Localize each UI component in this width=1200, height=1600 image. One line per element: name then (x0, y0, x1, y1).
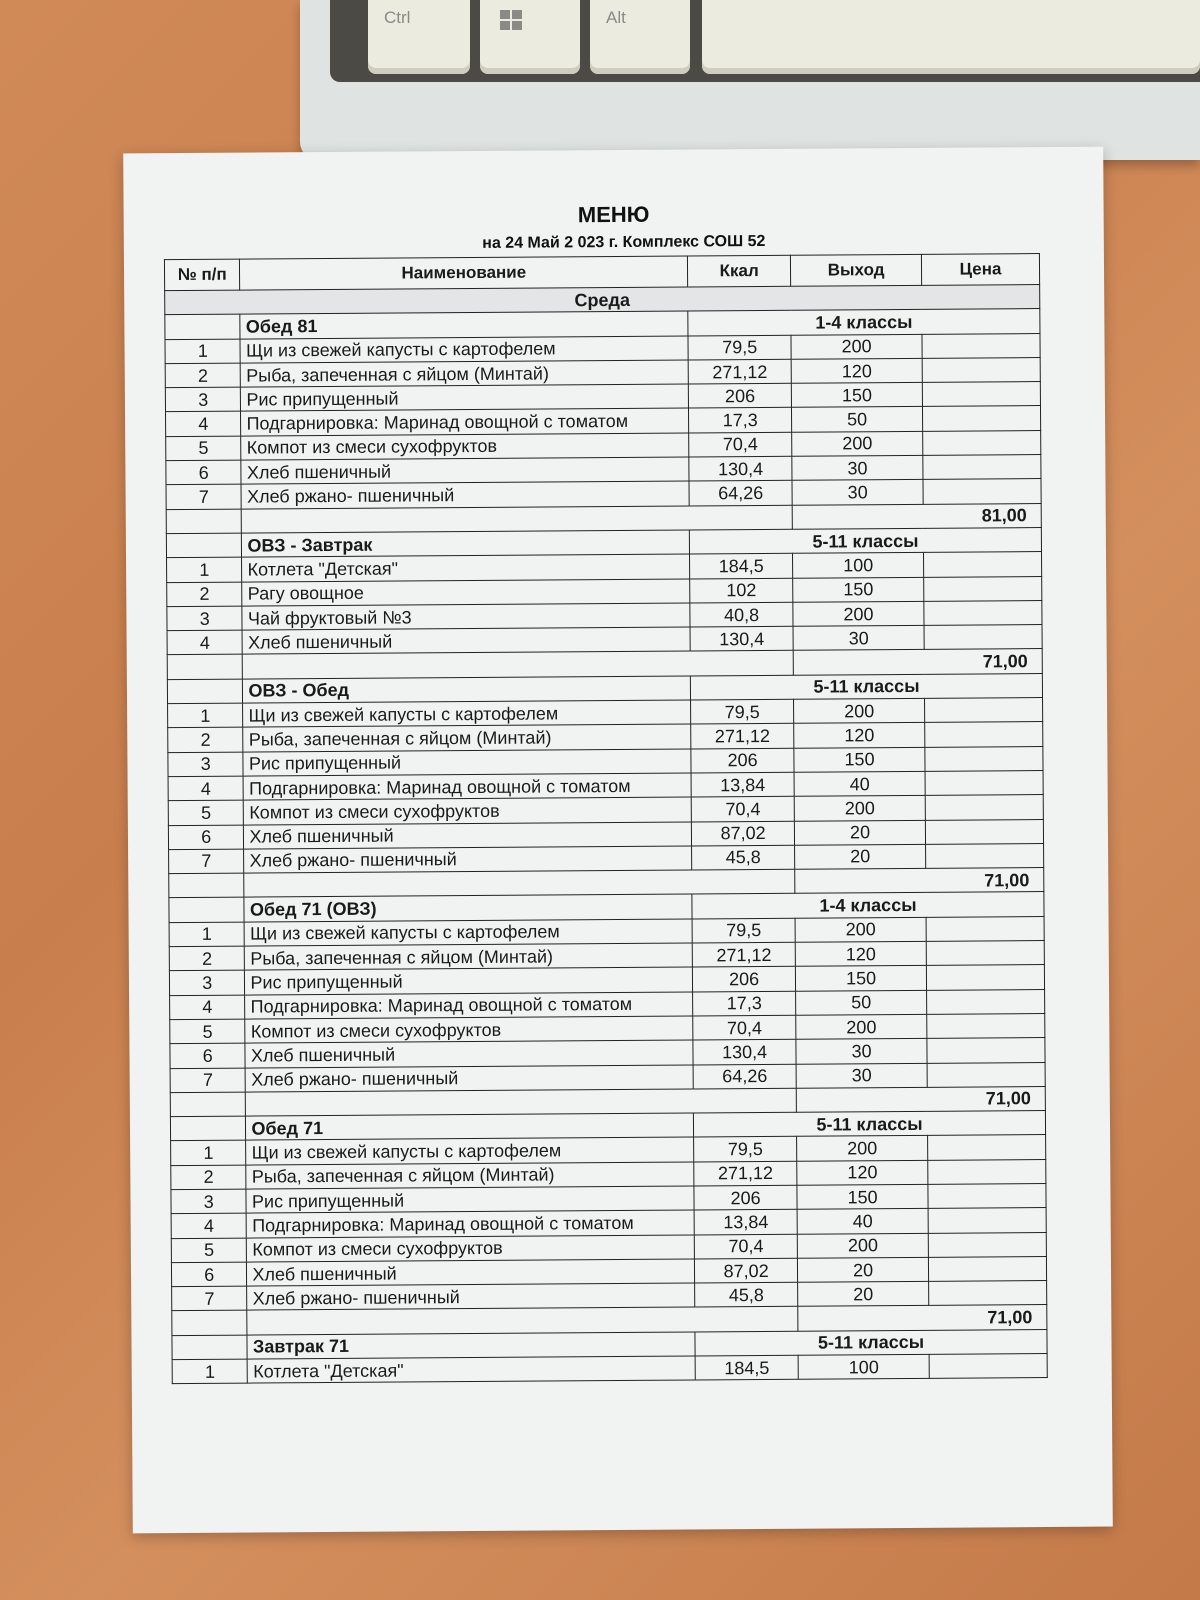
item-price (923, 455, 1041, 480)
item-kcal: 130,4 (693, 1039, 796, 1064)
item-no: 6 (170, 1043, 246, 1068)
item-no: 2 (171, 1165, 247, 1190)
item-no: 4 (171, 1213, 247, 1238)
item-no: 1 (169, 922, 245, 947)
header-no: № п/п (164, 259, 240, 291)
item-price (928, 1208, 1046, 1233)
item-kcal: 184,5 (695, 1355, 798, 1380)
item-name: Подгарнировка: Маринад овощной с томатом (241, 408, 689, 435)
item-price (928, 1135, 1046, 1160)
item-kcal: 13,84 (694, 1210, 797, 1235)
item-output: 150 (797, 1184, 928, 1209)
menu-title: МЕНЮ (577, 201, 650, 228)
item-name: Хлеб пшеничный (247, 1259, 695, 1286)
item-price (928, 1232, 1046, 1257)
item-kcal: 130,4 (689, 456, 792, 481)
item-name: Хлеб пшеничный (243, 627, 691, 654)
item-kcal: 206 (691, 748, 794, 773)
item-no: 7 (170, 1068, 246, 1093)
item-no: 6 (171, 1262, 247, 1287)
item-price (927, 1013, 1045, 1038)
item-name: Щи из свежей капусты с картофелем (240, 336, 688, 363)
item-no: 7 (169, 849, 245, 874)
item-no: 4 (166, 412, 242, 437)
item-name: Хлеб пшеничный (241, 457, 689, 484)
section-title: Обед 81 (240, 311, 688, 338)
header-name: Наименование (240, 256, 688, 290)
item-output: 120 (797, 1160, 928, 1185)
header-output: Выход (791, 254, 922, 286)
item-no: 2 (167, 582, 243, 607)
item-kcal: 87,02 (691, 821, 794, 846)
item-price (926, 941, 1044, 966)
section-title: ОВЗ - Обед (243, 676, 691, 703)
item-kcal: 130,4 (690, 626, 793, 651)
item-name: Котлета "Детская" (248, 1356, 696, 1383)
ctrl-key (368, 0, 470, 74)
keyboard-frame (330, 0, 1200, 82)
item-name: Рыба, запеченная с яйцом (Минтай) (243, 724, 691, 751)
item-name: Щи из свежей капусты с картофелем (246, 1137, 694, 1164)
item-no: 5 (166, 436, 242, 461)
keyboard (300, 0, 1200, 160)
item-output: 200 (796, 1014, 927, 1039)
item-output: 40 (794, 771, 925, 796)
table-row (172, 1354, 1047, 1384)
item-name: Хлеб пшеничный (245, 1040, 693, 1067)
item-output: 20 (795, 844, 926, 869)
total-empty-cell (172, 1311, 248, 1336)
section-no-cell (165, 314, 241, 339)
item-output: 200 (794, 698, 925, 723)
item-output: 20 (798, 1282, 929, 1307)
item-output: 30 (796, 1039, 927, 1064)
section-total: 71,00 (793, 649, 1042, 675)
item-output: 30 (793, 626, 924, 651)
section-total: 71,00 (795, 868, 1044, 894)
section-grade: 5-11 классы (693, 1111, 1045, 1138)
item-kcal: 45,8 (692, 845, 795, 870)
item-kcal: 184,5 (690, 554, 793, 579)
day-label: Среда (165, 285, 1040, 315)
total-empty-cell (170, 1092, 246, 1117)
item-name: Рагу овощное (242, 579, 690, 606)
item-output: 200 (795, 917, 926, 942)
item-price (925, 819, 1043, 844)
ctrl-key-label: Ctrl (384, 8, 411, 27)
menu-sheet (123, 147, 1113, 1534)
item-output: 200 (797, 1136, 928, 1161)
item-price (922, 406, 1040, 431)
item-output: 100 (798, 1354, 929, 1379)
item-output: 200 (797, 1233, 928, 1258)
menu-subtitle: на 24 Май 2 023 г. Комплекс СОШ 52 (482, 232, 766, 252)
item-no: 3 (165, 387, 241, 412)
item-kcal: 87,02 (695, 1258, 798, 1283)
item-name: Чай фруктовый №3 (242, 603, 690, 630)
item-kcal: 102 (690, 578, 793, 603)
item-kcal: 17,3 (693, 991, 796, 1016)
item-no: 2 (168, 727, 244, 752)
item-kcal: 64,26 (693, 1064, 796, 1089)
item-price (923, 430, 1041, 455)
item-price (924, 576, 1042, 601)
item-price (924, 698, 1042, 723)
item-price (925, 770, 1043, 795)
item-price (925, 746, 1043, 771)
item-output: 150 (794, 747, 925, 772)
menu-table (164, 253, 1048, 1384)
section-no-cell (172, 1335, 248, 1360)
section-no-cell (169, 898, 245, 923)
item-output: 30 (792, 455, 923, 480)
item-output: 120 (795, 941, 926, 966)
item-price (926, 916, 1044, 941)
item-output: 150 (796, 966, 927, 991)
section-grade: 5-11 классы (695, 1329, 1047, 1356)
item-name: Хлеб пшеничный (244, 822, 692, 849)
item-output: 50 (792, 407, 923, 432)
section-grade: 5-11 классы (690, 673, 1042, 700)
item-price (929, 1281, 1047, 1306)
section-title: Обед 71 (ОВЗ) (244, 894, 692, 921)
item-price (925, 795, 1043, 820)
item-price (927, 989, 1045, 1014)
alt-key-label: Alt (606, 8, 626, 27)
item-no: 4 (167, 630, 243, 655)
item-name: Котлета "Детская" (242, 554, 690, 581)
header-price: Цена (921, 254, 1039, 286)
item-name: Хлеб ржано- пшеничный (246, 1064, 694, 1091)
item-name: Рыба, запеченная с яйцом (Минтай) (246, 1162, 694, 1189)
item-name: Хлеб ржано- пшеничный (247, 1283, 695, 1310)
item-kcal: 206 (688, 383, 791, 408)
section-total: 71,00 (798, 1305, 1047, 1331)
item-no: 1 (167, 557, 243, 582)
item-kcal: 206 (692, 967, 795, 992)
item-name: Рыба, запеченная с яйцом (Минтай) (245, 943, 693, 970)
space-key (702, 0, 1200, 74)
item-no: 3 (168, 752, 244, 777)
item-no: 1 (168, 703, 244, 728)
item-price (924, 625, 1042, 650)
item-output: 100 (793, 553, 924, 578)
item-output: 200 (792, 431, 923, 456)
item-price (923, 552, 1041, 577)
item-name: Рис припущенный (245, 967, 693, 994)
item-kcal: 70,4 (694, 1234, 797, 1259)
item-price (927, 1038, 1045, 1063)
item-name: Рис припущенный (241, 384, 689, 411)
item-name: Щи из свежей капусты с картофелем (243, 700, 691, 727)
item-no: 5 (168, 800, 244, 825)
item-kcal: 70,4 (691, 797, 794, 822)
item-no: 4 (168, 776, 244, 801)
item-kcal: 271,12 (694, 1161, 797, 1186)
item-output: 50 (796, 990, 927, 1015)
item-kcal: 13,84 (691, 772, 794, 797)
item-name: Хлеб ржано- пшеничный (241, 481, 689, 508)
alt-key (590, 0, 690, 74)
item-kcal: 79,5 (691, 699, 794, 724)
item-kcal: 45,8 (695, 1282, 798, 1307)
item-price (926, 843, 1044, 868)
section-title: Завтрак 71 (247, 1332, 695, 1359)
item-kcal: 79,5 (688, 335, 791, 360)
windows-key (480, 0, 580, 74)
item-price (924, 600, 1042, 625)
item-name: Компот из смеси сухофруктов (245, 1016, 693, 1043)
item-price (922, 382, 1040, 407)
item-output: 20 (798, 1257, 929, 1282)
item-price (929, 1354, 1047, 1379)
item-output: 150 (793, 577, 924, 602)
item-no: 7 (172, 1286, 248, 1311)
item-price (928, 1159, 1046, 1184)
item-name: Компот из смеси сухофруктов (244, 797, 692, 824)
item-name: Подгарнировка: Маринад овощной с томатом (245, 992, 693, 1019)
item-price (928, 1184, 1046, 1209)
item-no: 2 (169, 946, 245, 971)
section-total: 81,00 (792, 503, 1041, 529)
section-total: 71,00 (796, 1086, 1045, 1112)
item-kcal: 70,4 (693, 1015, 796, 1040)
total-empty-cell (166, 509, 242, 534)
item-name: Щи из свежей капусты с картофелем (245, 919, 693, 946)
total-empty-cell (169, 873, 245, 898)
item-price (922, 357, 1040, 382)
item-price (922, 333, 1040, 358)
item-output: 200 (791, 334, 922, 359)
total-empty-cell (167, 655, 243, 680)
item-no: 6 (166, 460, 242, 485)
item-no: 1 (171, 1140, 247, 1165)
item-price (923, 479, 1041, 504)
section-no-cell (166, 533, 242, 558)
item-price (927, 1062, 1045, 1087)
item-name: Компот из смеси сухофруктов (247, 1235, 695, 1262)
item-kcal: 271,12 (692, 942, 795, 967)
section-grade: 1-4 классы (692, 892, 1044, 919)
item-no: 4 (170, 995, 246, 1020)
item-output: 30 (796, 1063, 927, 1088)
item-no: 1 (172, 1359, 248, 1384)
item-kcal: 206 (694, 1185, 797, 1210)
item-no: 5 (170, 1019, 246, 1044)
windows-icon (500, 10, 524, 32)
item-kcal: 70,4 (689, 432, 792, 457)
item-name: Хлеб ржано- пшеничный (244, 846, 692, 873)
header-kcal: Ккал (688, 255, 791, 287)
item-no: 2 (165, 363, 241, 388)
section-grade: 1-4 классы (688, 309, 1040, 336)
item-no: 3 (167, 606, 243, 631)
item-output: 200 (794, 796, 925, 821)
item-no: 6 (168, 825, 244, 850)
item-name: Подгарнировка: Маринад овощной с томатом (247, 1210, 695, 1237)
item-name: Рыба, запеченная с яйцом (Минтай) (241, 360, 689, 387)
section-grade: 5-11 классы (689, 528, 1041, 555)
item-output: 30 (792, 480, 923, 505)
item-kcal: 64,26 (689, 481, 792, 506)
item-kcal: 271,12 (688, 359, 791, 384)
item-output: 120 (794, 723, 925, 748)
item-output: 150 (792, 383, 923, 408)
item-no: 7 (166, 484, 242, 509)
item-output: 40 (797, 1209, 928, 1234)
item-price (925, 722, 1043, 747)
item-kcal: 271,12 (691, 724, 794, 749)
item-name: Рис припущенный (243, 749, 691, 776)
item-output: 120 (791, 358, 922, 383)
item-kcal: 17,3 (689, 408, 792, 433)
section-title: Обед 71 (246, 1113, 694, 1140)
item-kcal: 79,5 (692, 918, 795, 943)
item-price (926, 965, 1044, 990)
section-no-cell (167, 679, 243, 704)
item-name: Компот из смеси сухофруктов (241, 433, 689, 460)
item-name: Рис припущенный (246, 1186, 694, 1213)
item-kcal: 40,8 (690, 602, 793, 627)
item-kcal: 79,5 (694, 1137, 797, 1162)
item-output: 20 (795, 820, 926, 845)
section-title: ОВЗ - Завтрак (242, 530, 690, 557)
item-no: 1 (165, 339, 241, 364)
section-no-cell (170, 1116, 246, 1141)
item-no: 3 (169, 970, 245, 995)
item-output: 200 (793, 601, 924, 626)
item-name: Подгарнировка: Маринад овощной с томатом (244, 773, 692, 800)
item-no: 3 (171, 1189, 247, 1214)
item-price (928, 1256, 1046, 1281)
item-no: 5 (171, 1238, 247, 1263)
